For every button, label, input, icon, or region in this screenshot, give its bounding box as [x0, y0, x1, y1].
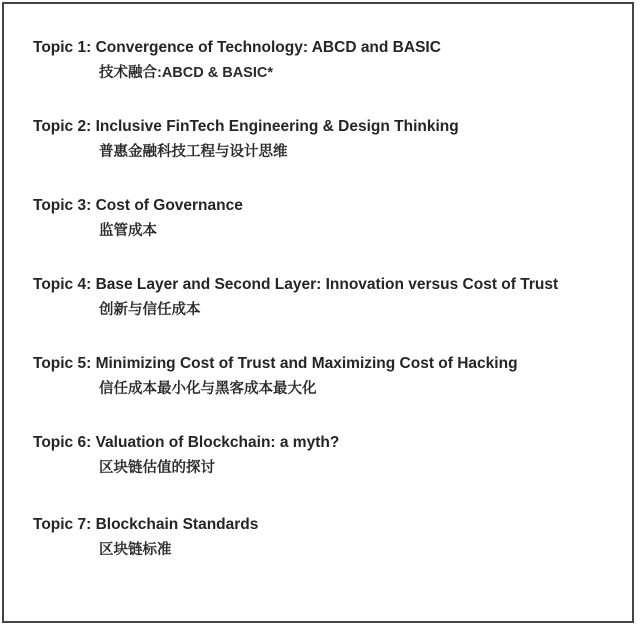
topic-subtitle: 区块链估值的探讨 — [99, 460, 215, 476]
topic-item-5 — [33, 354, 558, 433]
topic-item-3 — [33, 196, 558, 275]
topic-title: Topic 4: Base Layer and Second Layer: Innovation versus Cost of Trust — [33, 276, 559, 293]
topic-subtitle: 区块链标准 — [99, 542, 172, 558]
topic-title: Topic 5: Minimizing Cost of Trust and Maximizing Cost of Hacking — [33, 355, 518, 372]
topic-item-4 — [33, 275, 558, 354]
topic-item-1 — [33, 38, 558, 117]
topic-title: Topic 7: Blockchain Standards — [33, 516, 259, 533]
topic-title: Topic 1: Convergence of Technology: ABCD and BASIC — [33, 39, 441, 56]
topic-subtitle: 普惠金融科技工程与设计思维 — [99, 144, 288, 160]
topic-subtitle: 监管成本 — [99, 223, 157, 239]
topic-item-6 — [33, 433, 558, 512]
topic-subtitle: 技术融合:ABCD & BASIC* — [99, 65, 273, 81]
document-frame — [2, 2, 634, 623]
topic-title: Topic 6: Valuation of Blockchain: a myth? — [33, 434, 340, 451]
topic-list — [33, 38, 558, 594]
topic-subtitle: 信任成本最小化与黑客成本最大化 — [99, 381, 317, 397]
topic-subtitle: 创新与信任成本 — [99, 302, 201, 318]
topic-title: Topic 2: Inclusive FinTech Engineering & Design Thinking — [33, 118, 459, 135]
topic-title: Topic 3: Cost of Governance — [33, 197, 243, 214]
topic-item-7 — [33, 515, 558, 594]
topic-item-2 — [33, 117, 558, 196]
